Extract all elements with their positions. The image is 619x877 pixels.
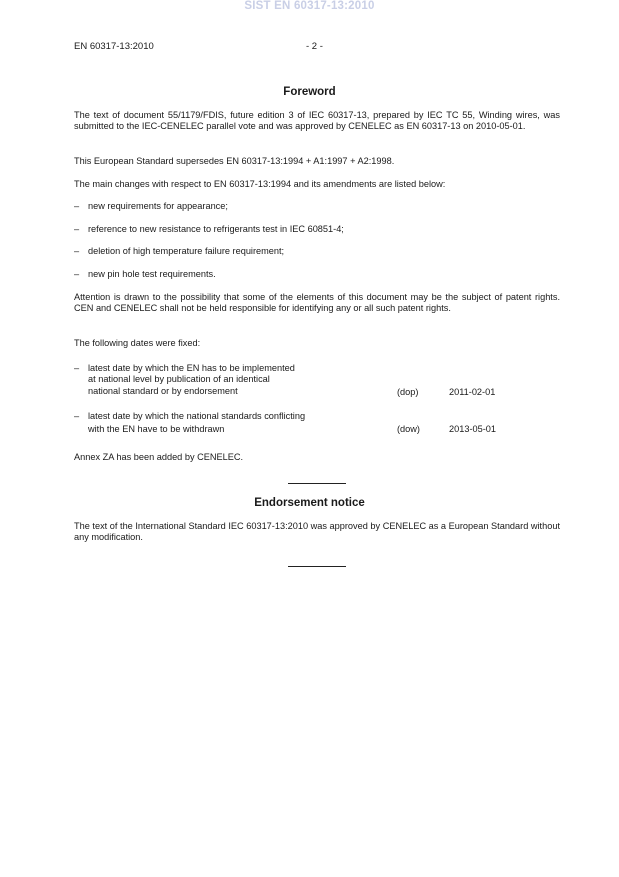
foreword-title: Foreword <box>283 86 336 98</box>
section-divider <box>288 483 346 484</box>
list-item: new pin hole test requirements. <box>88 269 216 279</box>
date-dow-line-1: latest date by which the national standards conflicting <box>88 411 306 421</box>
list-dash: – <box>74 224 80 234</box>
foreword-paragraph-2: This European Standard supersedes EN 60317-13:1994 + A1:1997 + A2:1998. <box>74 156 395 166</box>
document-id: EN 60317-13:2010 <box>74 41 154 52</box>
endorsement-title: Endorsement notice <box>254 497 365 509</box>
list-item: reference to new resistance to refrigerants test in IEC 60851-4; <box>88 224 344 234</box>
date-dow-code: (dow) <box>397 424 420 434</box>
date-dop-line-3: national standard or by endorsement <box>88 386 238 396</box>
annex-note: Annex ZA has been added by CENELEC. <box>74 452 244 462</box>
foreword-paragraph-5: The following dates were fixed: <box>74 338 201 348</box>
list-dash: – <box>74 411 80 421</box>
date-dow-line-2: with the EN have to be withdrawn <box>88 424 225 434</box>
date-dop-value: 2011-02-01 <box>449 387 496 397</box>
date-dop-code: (dop) <box>397 387 419 397</box>
list-dash: – <box>74 201 80 211</box>
list-item: deletion of high temperature failure requirement; <box>88 246 285 256</box>
endorsement-text: The text of the International Standard IEC 60317-13:2010 was approved by CENELEC as a European Standard without any modification. <box>74 521 560 542</box>
date-dop-line-1: latest date by which the EN has to be implemented <box>88 363 295 373</box>
date-dow-value: 2013-05-01 <box>449 424 496 434</box>
foreword-paragraph-3: The main changes with respect to EN 60317-13:1994 and its amendments are listed below: <box>74 179 446 189</box>
foreword-paragraph-1: The text of document 55/1179/FDIS, future edition 3 of IEC 60317-13, prepared by IEC TC 55, Winding wires, was submitted to the IEC-CENELEC parallel vote and was approved by CENELEC as EN 60317-13 on 2010-05-01. <box>74 110 560 131</box>
foreword-paragraph-4: Attention is drawn to the possibility that some of the elements of this document may be the subject of patent rights. CEN and CENELEC shall not be held responsible for identifying any or all such patent rights. <box>74 292 560 313</box>
end-divider <box>288 566 346 567</box>
list-dash: – <box>74 246 80 256</box>
list-dash: – <box>74 363 80 373</box>
list-dash: – <box>74 269 80 279</box>
page-number: - 2 - <box>306 41 323 52</box>
watermark: SIST EN 60317-13:2010 <box>244 0 375 12</box>
date-dop-line-2: at national level by publication of an identical <box>88 374 270 384</box>
list-item: new requirements for appearance; <box>88 201 228 211</box>
